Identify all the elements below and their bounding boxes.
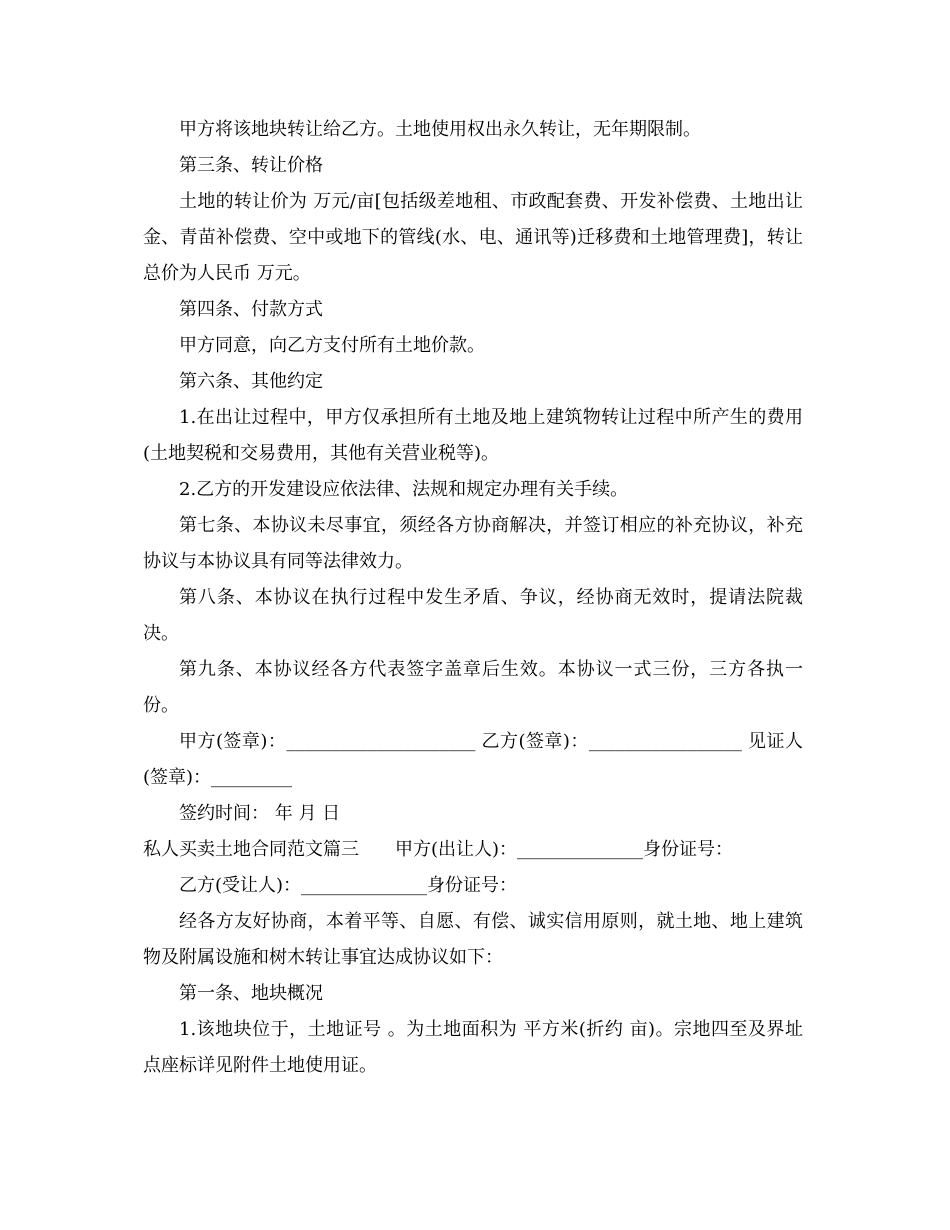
party-b-line: 乙方(受让人)：______________身份证号： (179, 875, 518, 896)
paragraph-article-7: 第七条、本协议未尽事宜，须经各方协商解决，并签订相应的补充协议，补充协议与本协议具有同等法律效力。 (143, 515, 803, 572)
heading-article-6: 第六条、其他约定 (179, 371, 323, 392)
paragraph-other-2: 2.乙方的开发建设应依法律、法规和规定办理有关手续。 (179, 479, 629, 500)
heading-article-1: 第一条、地块概况 (179, 983, 323, 1004)
heading-article-3: 第三条、转让价格 (179, 155, 323, 176)
paragraph-transfer-term: 甲方将该地块转让给乙方。土地使用权出永久转让，无年期限制。 (179, 119, 701, 140)
paragraph-payment: 甲方同意，向乙方支付所有土地价款。 (179, 335, 485, 356)
paragraph-article-8: 第八条、本协议在执行过程中发生矛盾、争议，经协商无效时，提请法院裁决。 (143, 587, 803, 644)
signature-line: 甲方(签章)：_____________________ 乙方(签章)：_________________ 见证人(签章)：_________ (143, 731, 803, 788)
signing-date: 签约时间： 年 月 日 (179, 803, 341, 824)
document-body (143, 112, 803, 1084)
paragraph-transfer-price: 土地的转让价为 万元/亩[包括级差地租、市政配套费、开发补偿费、土地出让金、青苗补偿费、空中或地下的管线(水、电、通讯等)迁移费和土地管理费]，转让总价为人民币 万元。 (143, 191, 803, 284)
paragraph-other-1: 1.在出让过程中，甲方仅承担所有土地及地上建筑物转让过程中所产生的费用(土地契税和交易费用，其他有关营业税等)。 (143, 407, 803, 464)
paragraph-article-9: 第九条、本协议经各方代表签字盖章后生效。本协议一式三份，三方各执一份。 (143, 659, 803, 716)
paragraph-agreement-intro: 经各方友好协商，本着平等、自愿、有偿、诚实信用原则，就土地、地上建筑物及附属设施和树木转让事宜达成协议如下： (143, 911, 803, 968)
heading-article-4: 第四条、付款方式 (179, 299, 323, 320)
paragraph-plot-location: 1.该地块位于，土地证号 。为土地面积为 平方米(折约 亩)。宗地四至及界址点座标详见附件土地使用证。 (143, 1019, 803, 1076)
contract-three-title: 私人买卖土地合同范文篇三 甲方(出让人)：______________身份证号： (143, 839, 734, 860)
